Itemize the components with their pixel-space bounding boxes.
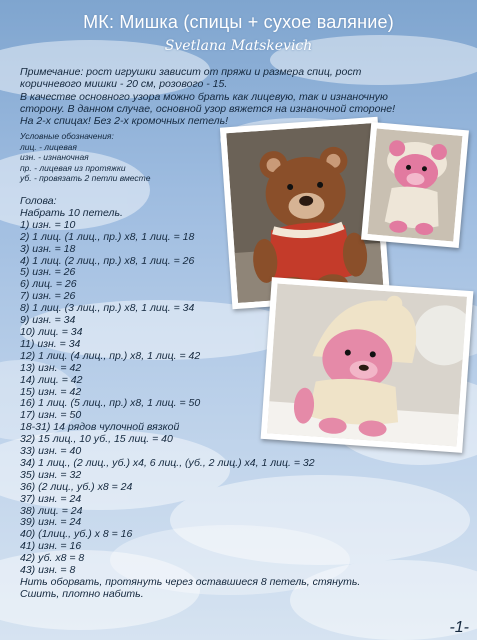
step-line: 8) 1 лиц. (3 лиц., пр.) х8, 1 лиц. = 34 xyxy=(20,302,195,315)
page-number: -1- xyxy=(449,619,469,636)
step-line: Набрать 10 петель. xyxy=(20,206,123,219)
step-line: 17) изн. = 50 xyxy=(20,409,82,422)
step-line: 34) 1 лиц., (2 лиц., уб.) х4, 6 лиц., (уб., 2 лиц.) х4, 1 лиц. = 32 xyxy=(20,456,315,469)
step-line: 41) изн. = 16 xyxy=(20,540,82,553)
photo-pink-bear-hood xyxy=(261,277,474,453)
note-line: Примечание: рост игрушки зависит от пряжи и размера спиц, рост xyxy=(20,66,362,78)
author-signature: Svetlana Matskevich xyxy=(164,38,313,54)
legend-block xyxy=(20,131,220,184)
step-line: 13) изн. = 42 xyxy=(20,361,82,374)
step-line: 43) изн. = 8 xyxy=(20,564,76,577)
pink-bear-hood-illustration xyxy=(267,284,467,447)
step-line: 4) 1 лиц. (2 лиц., пр.) х8, 1 лиц. = 26 xyxy=(20,254,195,267)
step-line: 11) изн. = 34 xyxy=(20,337,81,350)
step-line: 9) изн. = 34 xyxy=(20,314,76,327)
step-line: 40) (1лиц., уб.) х 8 = 16 xyxy=(20,528,133,541)
step-line: 2) 1 лиц. (1 лиц., пр.) х8, 1 лиц. = 18 xyxy=(20,230,195,243)
legend-line: уб. - провязать 2 петли вместе xyxy=(20,173,151,183)
step-line: 39) изн. = 24 xyxy=(20,516,82,529)
step-line: 37) изн. = 24 xyxy=(20,492,82,505)
step-line: 33) изн. = 40 xyxy=(20,445,82,458)
step-line: 3) изн. = 18 xyxy=(20,242,76,255)
step-line: Голова: xyxy=(20,195,57,207)
brown-bear-illustration xyxy=(226,123,384,303)
legend-line: изн. - изнаночная xyxy=(20,152,89,162)
step-line: 36) (2 лиц., уб.) х8 = 24 xyxy=(20,480,133,493)
photo-pink-bear-small xyxy=(361,122,469,248)
legend-line: пр. - лицевая из протяжки xyxy=(20,162,126,173)
step-line: 5) изн. = 26 xyxy=(20,266,76,279)
legend-line: Условные обозначения: xyxy=(20,131,114,141)
note-line: коричневого мишки - 20 см, розового - 15. xyxy=(20,78,228,91)
note-line: В качестве основного узора можно брать как лицевую, так и изнаночную xyxy=(20,90,388,103)
pink-bear-small-illustration xyxy=(368,128,463,241)
step-line: 7) изн. = 26 xyxy=(20,290,76,303)
step-line: 38) лиц. = 24 xyxy=(20,504,83,517)
note-line: На 2-х спицах! Без 2-х кромочных петель! xyxy=(20,115,229,128)
step-line: 32) 15 лиц., 10 уб., 15 лиц. = 40 xyxy=(20,433,173,446)
step-line: Сшить, плотно набить. xyxy=(20,587,144,600)
step-line: 1) изн. = 10 xyxy=(20,218,76,231)
step-line: 10) лиц. = 34 xyxy=(20,325,83,338)
page-title: МК: Мишка (спицы + сухое валяние) xyxy=(83,12,394,32)
step-line: 35) изн. = 32 xyxy=(20,468,82,481)
step-line: 15) изн. = 42 xyxy=(20,385,82,398)
step-line: 42) уб. х8 = 8 xyxy=(20,552,85,565)
step-line: 18-31) 14 рядов чулочной вязкой xyxy=(20,421,180,434)
step-line: 12) 1 лиц. (4 лиц., пр.) х8, 1 лиц. = 42 xyxy=(20,349,201,362)
note-line: сторону. В данном случае, основной узор вяжется на изнаночной стороне! xyxy=(20,102,396,115)
step-line: 6) лиц. = 26 xyxy=(20,278,77,291)
step-line: 16) 1 лиц. (5 лиц., пр.) х8, 1 лиц. = 50 xyxy=(20,397,201,410)
legend-line: лиц. - лицевая xyxy=(20,141,77,152)
note-paragraph xyxy=(20,66,464,127)
step-line: 14) лиц. = 42 xyxy=(20,373,83,386)
step-line: Нить оборвать, протянуть через оставшиеся 8 петель, стянуть. xyxy=(20,576,361,588)
